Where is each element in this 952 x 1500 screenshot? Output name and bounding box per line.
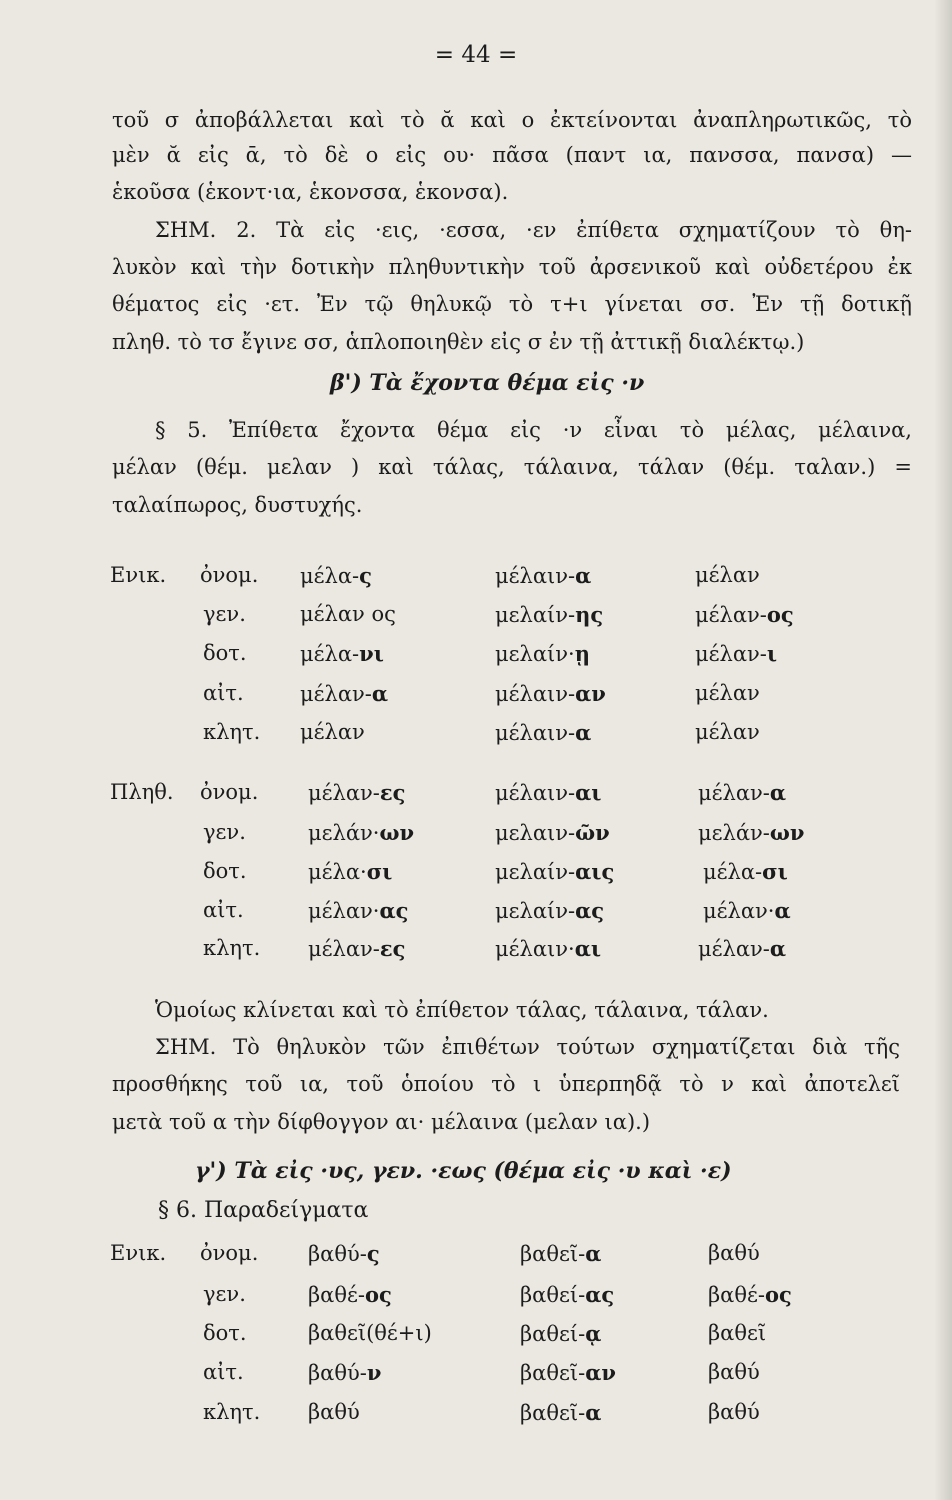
feminine-form: βαθεί-ᾳ [520, 1321, 602, 1346]
text-line: μετὰ τοῦ α τὴν δίφθογγον αι· μέλαινα (μελαν ια).) [112, 1110, 651, 1134]
masculine-form: βαθύ-ν [308, 1360, 382, 1385]
case-label: δοτ. [203, 859, 247, 883]
masculine-form: μέλαν ος [300, 602, 396, 626]
neuter-form: μέλαν·α [703, 898, 791, 923]
masculine-form: βαθύ-ς [308, 1241, 380, 1266]
text-line: πληθ. τὸ τσ ἔγινε σσ, ἁπλοποιηθὲν εἰς σ ἐν τῇ ἀττικῇ διαλέκτῳ.) [112, 330, 805, 354]
feminine-form: βαθεῖ-α [520, 1400, 602, 1425]
masculine-form: βαθέ-ος [308, 1282, 392, 1307]
neuter-form: μέλαν-ος [695, 602, 794, 627]
masculine-form: μέλαν·ας [308, 898, 409, 923]
neuter-form: μέλαν [695, 563, 760, 587]
text-line: ἑκοῦσα (ἑκοντ·ια, ἑκονσσα, ἑκονσα). [112, 180, 509, 204]
text-line: μὲν ᾰ εἰς ᾱ, τὸ δὲ ο εἰς ου· πᾶσα (παντ ια, πανσσα, πανσα) — [112, 143, 912, 167]
paragraph-6-title: § 6. Παραδείγματα [158, 1198, 369, 1223]
text-line: ΣΗΜ. 2. Τὰ εἰς ·εις, ·εσσα, ·εν ἐπίθετα σχηματίζουν τὸ θη- [155, 218, 912, 242]
text-line: ΣΗΜ. Τὸ θηλυκὸν τῶν ἐπιθέτων τούτων σχηματίζεται διὰ τῆς [155, 1035, 900, 1059]
page-number: = 44 = [434, 42, 518, 68]
neuter-form: βαθύ [708, 1360, 760, 1384]
case-label: κλητ. [203, 936, 261, 960]
feminine-form: μελαίν-ας [495, 898, 605, 923]
case-label: αἰτ. [203, 898, 244, 922]
case-label: αἰτ. [203, 681, 244, 705]
feminine-form: μελαίν-αις [495, 859, 615, 884]
section-heading-b: β') Τὰ ἔχοντα θέμα εἰς ·ν [330, 370, 645, 396]
neuter-form: μελάν-ων [698, 820, 805, 845]
masculine-form: μέλα-ς [300, 563, 372, 588]
case-label: ὀνομ. [200, 563, 259, 587]
feminine-form: μέλαιν·αι [495, 936, 602, 961]
section-heading-c: γ') Τὰ εἰς ·υς, γεν. ·εως (θέμα εἰς ·υ καὶ ·ε) [195, 1158, 732, 1184]
text-line: τοῦ σ ἀποβάλλεται καὶ τὸ ᾰ καὶ ο ἐκτείνονται ἀναπληρωτικῶς, τὸ [112, 108, 912, 132]
neuter-form: μέλαν [695, 720, 760, 744]
feminine-form: μέλαιν-αν [495, 681, 606, 706]
case-label: γεν. [203, 602, 246, 626]
neuter-form: μέλαν-α [698, 936, 787, 961]
case-label: ὀνομ. [200, 1241, 259, 1265]
text-line: ταλαίπωρος, δυστυχής. [112, 493, 363, 517]
masculine-form: μέλαν [300, 720, 365, 744]
neuter-form: βαθύ [708, 1400, 760, 1424]
masculine-form: βαθεῖ(θέ+ι) [308, 1321, 432, 1345]
masculine-form: βαθύ [308, 1400, 360, 1424]
neuter-form: μέλαν-ι [695, 641, 778, 666]
masculine-form: μέλα·σι [308, 859, 393, 884]
feminine-form: βαθεῖ-α [520, 1241, 602, 1266]
masculine-form: μέλαν-ες [308, 780, 406, 805]
feminine-form: μελαιν-ῶν [495, 820, 610, 845]
neuter-form: μέλαν-α [698, 780, 787, 805]
text-line: λυκὸν καὶ τὴν δοτικὴν πληθυντικὴν τοῦ ἀρσενικοῦ καὶ οὐδετέρου ἐκ [112, 255, 912, 279]
text-line: προσθήκης τοῦ ια, τοῦ ὁποίου τὸ ι ὑπερπηδᾷ τὸ ν καὶ ἀποτελεῖ [112, 1072, 900, 1096]
feminine-form: βαθεί-ας [520, 1282, 615, 1307]
number-label-singular: Ενικ. [110, 1241, 167, 1265]
masculine-form: μέλαν-ες [308, 936, 406, 961]
text-line: Ὁμοίως κλίνεται καὶ τὸ ἐπίθετον τάλας, τάλαινα, τάλαν. [155, 998, 769, 1022]
case-label: γεν. [203, 1282, 246, 1306]
neuter-form: βαθύ [708, 1241, 760, 1265]
feminine-form: μέλαιν-α [495, 720, 592, 745]
feminine-form: βαθεῖ-αν [520, 1360, 616, 1385]
neuter-form: βαθέ-ος [708, 1282, 792, 1307]
masculine-form: μέλα-νι [300, 641, 384, 666]
masculine-form: μέλαν-α [300, 681, 389, 706]
number-label-plural: Πληθ. [110, 780, 174, 804]
page-edge-shadow [934, 0, 952, 1500]
feminine-form: μελαίν·ῃ [495, 641, 590, 666]
case-label: δοτ. [203, 641, 247, 665]
neuter-form: μέλα-σι [703, 859, 788, 884]
number-label-singular: Ενικ. [110, 563, 167, 587]
feminine-form: μελαίν-ης [495, 602, 604, 627]
feminine-form: μέλαιν-α [495, 563, 592, 588]
text-line: § 5. Ἐπίθετα ἔχοντα θέμα εἰς ·ν εἶναι τὸ μέλας, μέλαινα, [155, 418, 912, 442]
case-label: δοτ. [203, 1321, 247, 1345]
case-label: γεν. [203, 820, 246, 844]
text-line: θέματος εἰς ·ετ. Ἐν τῷ θηλυκῷ τὸ τ+ι γίνεται σσ. Ἐν τῇ δοτικῇ [112, 292, 912, 316]
neuter-form: βαθεῖ [708, 1321, 767, 1345]
feminine-form: μέλαιν-αι [495, 780, 602, 805]
masculine-form: μελάν·ων [308, 820, 415, 845]
case-label: ὀνομ. [200, 780, 259, 804]
case-label: κλητ. [203, 720, 261, 744]
case-label: κλητ. [203, 1400, 261, 1424]
text-line: μέλαν (θέμ. μελαν ) καὶ τάλας, τάλαινα, τάλαν (θέμ. ταλαν.) = [112, 455, 912, 479]
neuter-form: μέλαν [695, 681, 760, 705]
case-label: αἰτ. [203, 1360, 244, 1384]
